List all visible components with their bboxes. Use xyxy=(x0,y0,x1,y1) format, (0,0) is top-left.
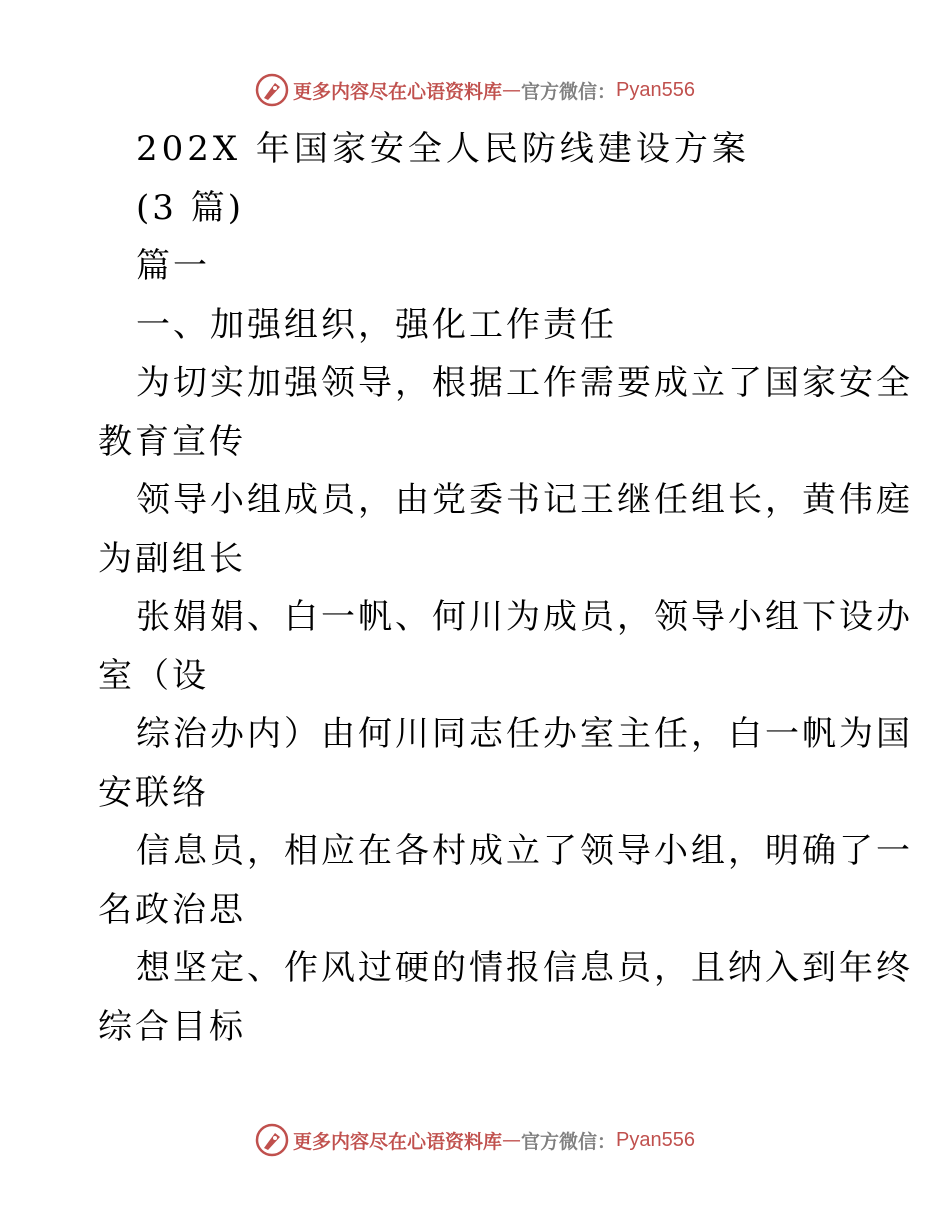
watermark-main-text: 更多内容尽在心语资料库 xyxy=(293,80,503,103)
subsection-heading: 一、加强组织，强化工作责任 xyxy=(136,304,617,345)
watermark-dash: — xyxy=(502,79,522,101)
paragraph-line: 室（设 xyxy=(98,655,209,696)
pen-nib-logo-icon xyxy=(255,1123,289,1157)
paragraph-line: 综合目标 xyxy=(98,1006,246,1047)
paragraph-line: 想坚定、作风过硬的情报信息员，且纳入到年终 xyxy=(136,948,913,988)
paragraph-line: 张娟娟、白一帆、何川为成员，领导小组下设办 xyxy=(136,597,913,637)
document-title: 202X 年国家安全人民防线建设方案 xyxy=(136,129,750,169)
footer-watermark xyxy=(0,1120,950,1160)
paragraph-line: 综治办内）由何川同志任办室主任，白一帆为国 xyxy=(136,714,913,754)
section-heading: 篇一 xyxy=(136,246,210,286)
paragraph-line: 教育宣传 xyxy=(98,421,246,462)
paragraph-line: 名政治思 xyxy=(98,889,246,930)
watermark-wechat-label: 官方微信： xyxy=(521,80,617,103)
header-watermark xyxy=(0,70,950,110)
watermark-wechat-id: Pyan556 xyxy=(616,78,695,101)
document-subtitle: (3 篇) xyxy=(136,187,244,228)
document-body xyxy=(98,120,913,1056)
watermark-main-text: 更多内容尽在心语资料库 xyxy=(293,1130,503,1153)
paragraph-line: 为切实加强领导，根据工作需要成立了国家安全 xyxy=(136,363,913,403)
paragraph-line: 为副组长 xyxy=(98,538,246,579)
paragraph-line: 安联络 xyxy=(98,772,209,813)
watermark-wechat-id: Pyan556 xyxy=(616,1128,695,1151)
pen-nib-logo-icon xyxy=(255,73,289,107)
paragraph-line: 领导小组成员，由党委书记王继任组长，黄伟庭 xyxy=(136,480,913,520)
watermark-dash: — xyxy=(502,1129,522,1151)
paragraph-line: 信息员，相应在各村成立了领导小组，明确了一 xyxy=(136,831,913,871)
watermark-wechat-label: 官方微信： xyxy=(521,1130,617,1153)
